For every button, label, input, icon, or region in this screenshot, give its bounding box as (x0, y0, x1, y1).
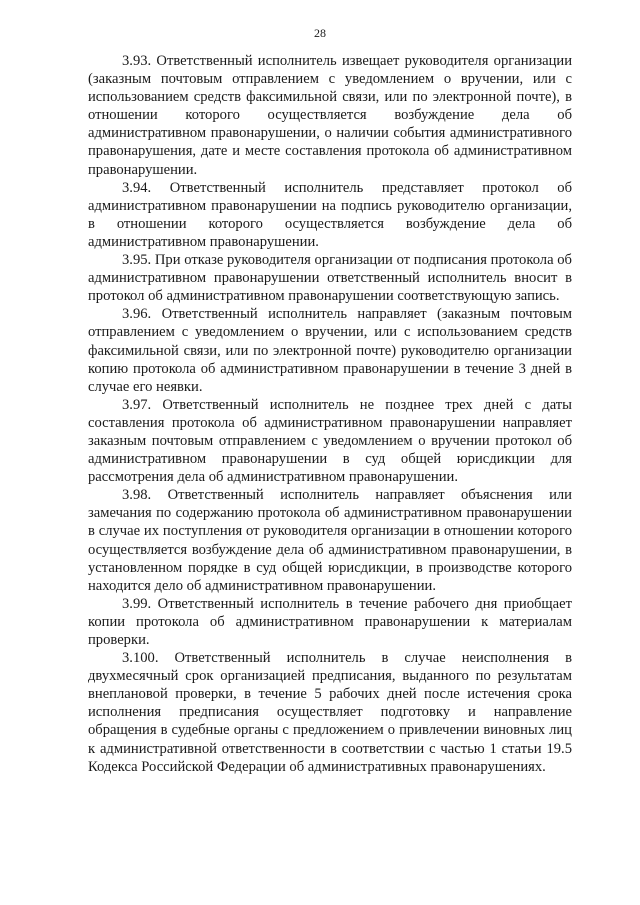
paragraph-3-95: 3.95. При отказе руководителя организации от подписания протокола об административном правонарушении ответственный исполнитель вносит в протокол об административном правонарушении соответствующую запись. (88, 252, 572, 305)
paragraph-3-97: 3.97. Ответственный исполнитель не позднее трех дней с даты составления протокола об административном правонарушении направляет заказным почтовым отправлением с уведомлением о вручении протокол об административном правонарушении в суд общей юрисдикции для рассмотрения дела об административном правонарушении. (88, 396, 572, 486)
paragraph-3-96: 3.96. Ответственный исполнитель направляет (заказным почтовым отправлением с уведомлением о вручении, или с использованием средств факсимильной связи, или по электронной почте) руководителю организации копию протокола об административном правонарушении в течение 3 дней в случае его неявки. (88, 306, 572, 395)
paragraph-3-99: 3.99. Ответственный исполнитель в течение рабочего дня приобщает копии протокола об административном правонарушении к материалам проверки. (88, 595, 572, 648)
paragraph-3-100: 3.100. Ответственный исполнитель в случае неисполнения в двухмесячный срок организацией предписания, выданного по результатам внеплановой проверки, в течение 5 рабочих дней после истечения срока исполнения предписания осуществляет подготовку и направление обращения в судебные органы с предложением о привлечении виновных лиц к административной ответственности в соответствии с частью 1 статьи 19.5 Кодекса Российской Федерации об административных правонарушениях. (88, 650, 572, 775)
paragraph-3-98: 3.98. Ответственный исполнитель направляет объяснения или замечания по содержанию протокола об административном правонарушении в случае их поступления от руководителя организации в отношении которого осуществляется возбуждение дела об административном правонарушении, в установленном порядке в суд общей юрисдикции, в производстве которого находится дело об административном правонарушении. (88, 487, 572, 594)
page-number: 28 (314, 26, 326, 40)
document-body (88, 52, 572, 776)
paragraph-3-94: 3.94. Ответственный исполнитель представляет протокол об административном правонарушении на подпись руководителю организации, в отношении которого осуществляется возбуждение дела об административном правонарушении. (88, 179, 572, 250)
paragraph-3-93: 3.93. Ответственный исполнитель извещает руководителя организации (заказным почтовым отправлением с уведомлением о вручении, или с использованием средств факсимильной связи, или по электронной почте), в отношении которого осуществляется возбуждение дела об административном правонарушении, о наличии события административного правонарушения, дате и месте составления протокола об административном правонарушении. (88, 53, 572, 178)
